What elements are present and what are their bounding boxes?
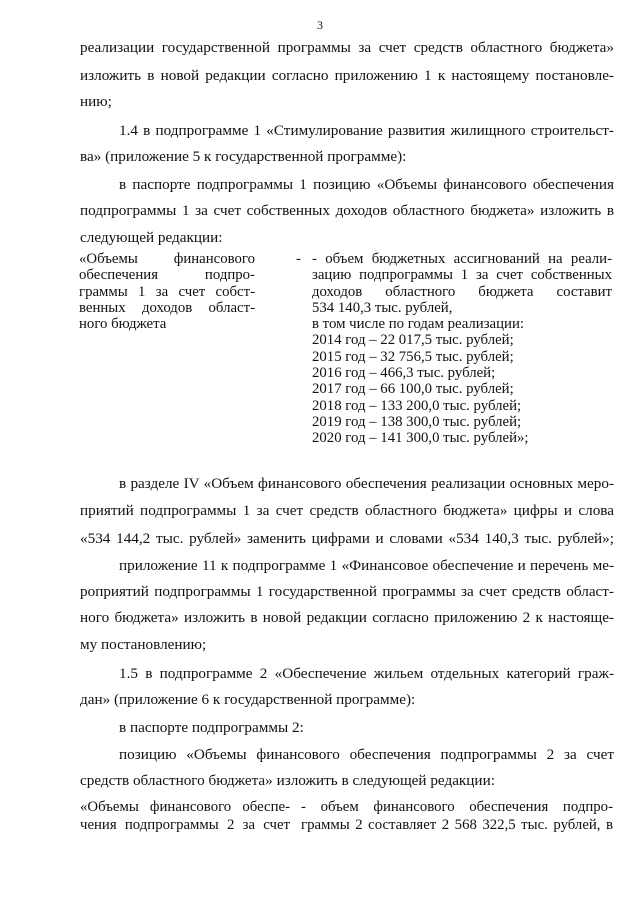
text-line: следующей редакции:	[80, 229, 223, 246]
text-line: приятий подпрограммы 1 за счет средств областного бюджета» цифры и слова	[80, 502, 614, 519]
cell-line: доходов областного бюджета составит	[312, 283, 612, 300]
year-line: 2014 год – 22 017,5 тыс. рублей;	[312, 332, 514, 349]
text-line: ва» (приложение 5 к государственной программе):	[80, 148, 407, 165]
cell-line: «Объемы финансового обеспе-	[80, 799, 290, 815]
table-dash: -	[296, 251, 301, 267]
year-line: 2020 год – 141 300,0 тыс. рублей»;	[312, 430, 529, 447]
cell-line: венных доходов област-	[79, 299, 255, 316]
text-line: реализации государственной программы за счет средств областного бюджета»	[80, 39, 614, 56]
text-line: 1.5 в подпрограмме 2 «Обеспечение жильем отдельных категорий граж-	[119, 665, 614, 682]
cell-line: граммы 2 составляет 2 568 322,5 тыс. рублей, в	[301, 817, 613, 833]
text-line: подпрограммы 1 за счет собственных доходов областного бюджета» изложить в	[80, 202, 614, 219]
year-line: 2016 год – 466,3 тыс. рублей;	[312, 365, 496, 382]
text-line: средств областного бюджета» изложить в следующей редакции:	[80, 772, 495, 789]
text-line: роприятий подпрограммы 1 государственной программы за счет средств област-	[80, 583, 614, 600]
cell-line: обеспечения подпро-	[79, 267, 255, 284]
text-line: дан» (приложение 6 к государственной программе):	[80, 691, 416, 708]
year-line: 2015 год – 32 756,5 тыс. рублей;	[312, 348, 514, 365]
text-line: в разделе IV «Объем финансового обеспечения реализации основных меро-	[119, 475, 614, 492]
text-line: в паспорте подпрограммы 1 позицию «Объемы финансового обеспечения	[119, 176, 614, 193]
cell-line: ного бюджета	[79, 316, 167, 333]
text-line: приложение 11 к подпрограмме 1 «Финансовое обеспечение и перечень ме-	[119, 557, 614, 574]
text-line: изложить в новой редакции согласно приложению 1 к настоящему постановле-	[80, 67, 614, 84]
text-line: «534 144,2 тыс. рублей» заменить цифрами и словами «534 140,3 тыс. рублей»;	[80, 530, 614, 547]
cell-line: в том числе по годам реализации:	[312, 316, 524, 333]
text-line: 1.4 в подпрограмме 1 «Стимулирование развития жилищного строительст-	[119, 122, 614, 139]
cell-line: 534 140,3 тыс. рублей,	[312, 299, 453, 316]
paragraph-passport-2: в паспорте подпрограммы 2:	[119, 719, 304, 736]
text-line: позицию «Объемы финансового обеспечения подпрограммы 2 за счет	[119, 746, 614, 763]
text-line: нию;	[80, 93, 112, 110]
table-right-cell	[312, 251, 612, 447]
cell-line: - объем финансового обеспечения подпро-	[301, 799, 613, 815]
year-line: 2017 год – 66 100,0 тыс. рублей;	[312, 381, 514, 398]
page-number: 3	[317, 18, 323, 32]
text-line: му постановлению;	[80, 636, 207, 653]
year-line: 2019 год – 138 300,0 тыс. рублей;	[312, 413, 522, 430]
cell-line: зацию подпрограммы 1 за счет собственных	[312, 267, 612, 284]
text-line: ного бюджета» изложить в новой редакции согласно приложению 2 к настояще-	[80, 609, 614, 626]
cell-line: «Объемы финансового	[79, 251, 255, 267]
cell-line: чения подпрограммы 2 за счет	[80, 817, 290, 833]
table-left-cell	[79, 251, 255, 332]
cell-line: - объем бюджетных ассигнований на реали-	[312, 251, 612, 267]
year-line: 2018 год – 133 200,0 тыс. рублей;	[312, 397, 522, 414]
cell-line: граммы 1 за счет собст-	[79, 283, 255, 300]
